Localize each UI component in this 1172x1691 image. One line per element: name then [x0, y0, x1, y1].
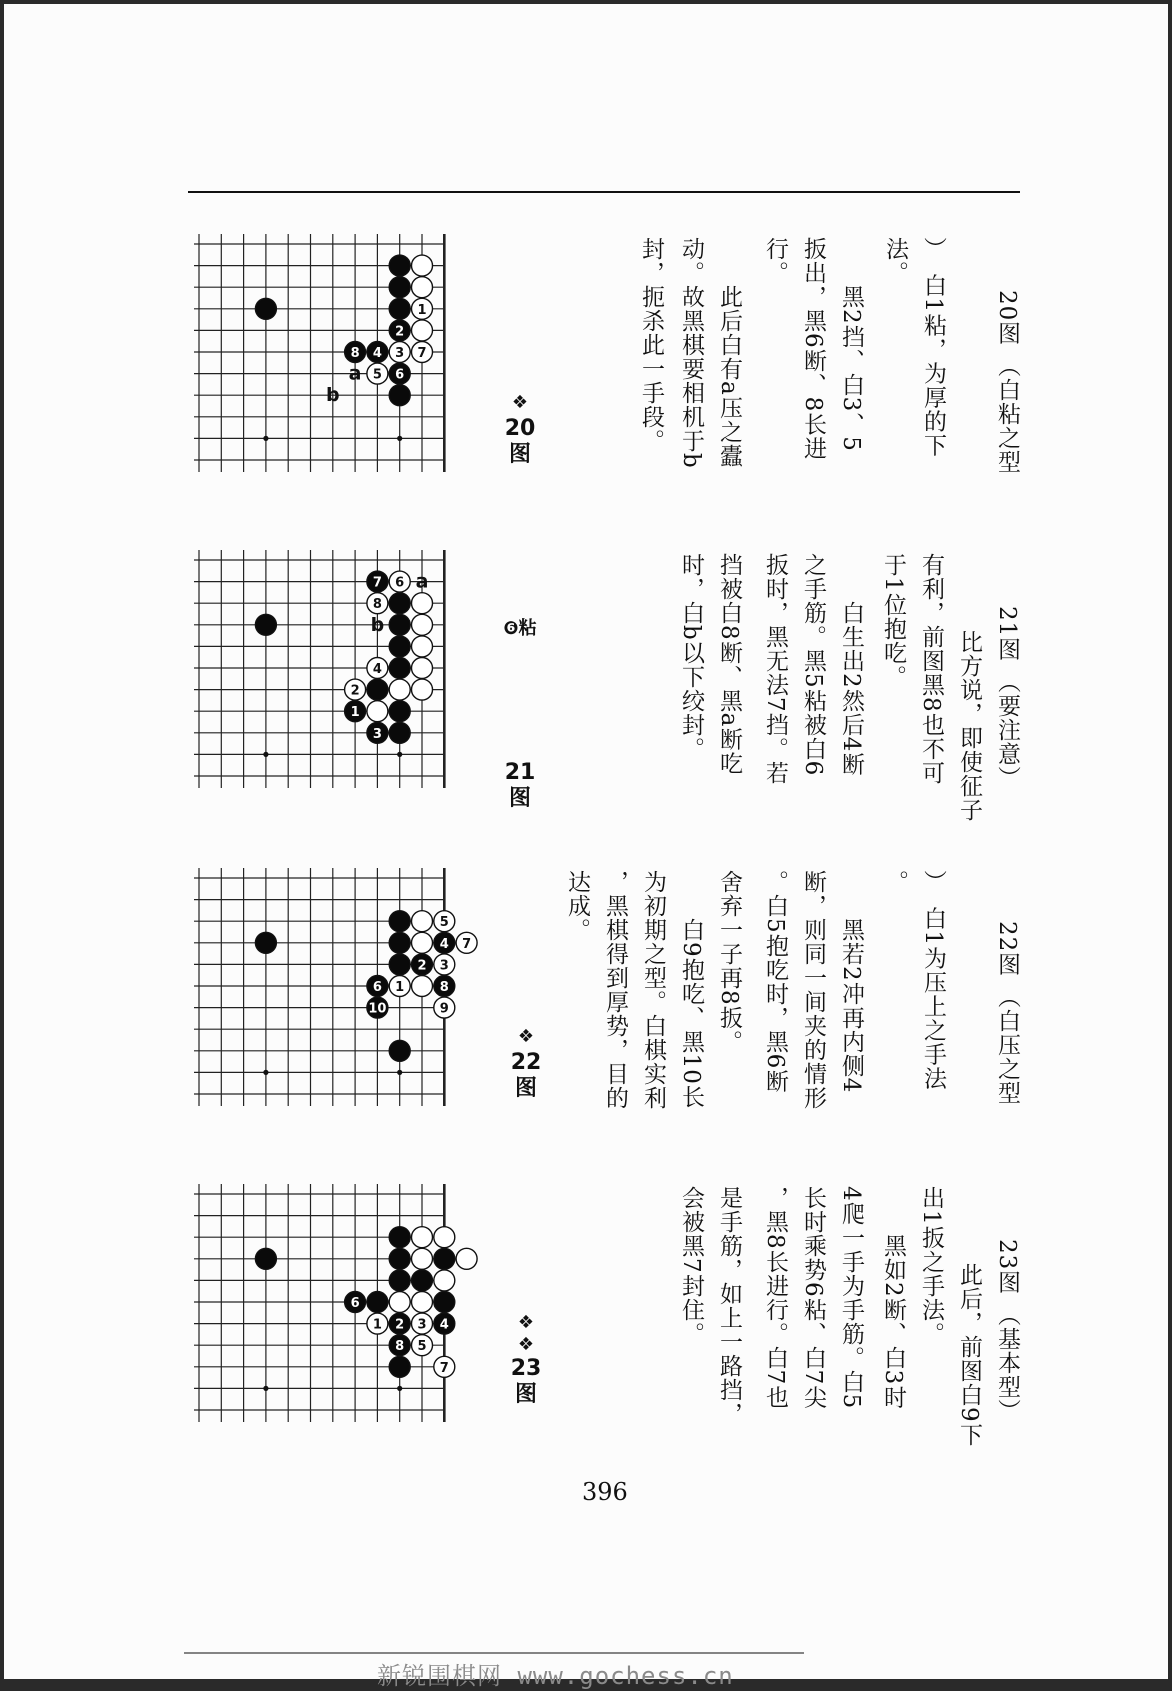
white-stone [367, 363, 388, 384]
white-stone [412, 636, 433, 657]
footer-rule [184, 1652, 804, 1654]
text-column: 会被黑7封住。 [678, 1186, 704, 1346]
white-stone [412, 342, 433, 363]
board-point-label: a [415, 570, 429, 593]
svg-text:7: 7 [439, 1360, 449, 1376]
white-stone [412, 679, 433, 700]
star-point [397, 1070, 402, 1075]
header-rule [188, 191, 1020, 193]
white-stone [412, 1313, 433, 1334]
text-column: 比方说，即使征子 [956, 606, 982, 822]
figure-label-20 [500, 390, 540, 468]
figure-label-21-num [500, 760, 540, 812]
white-stone [412, 1292, 433, 1313]
text-column: 长时乘势6粘、白7尖 [800, 1186, 826, 1410]
svg-text:5: 5 [439, 915, 449, 931]
black-stone [389, 911, 410, 932]
figure-marker: ❻粘 [503, 618, 537, 639]
svg-text:3: 3 [417, 1317, 427, 1333]
text-column: 20图 （白粘之型 [994, 290, 1020, 474]
white-stone [412, 593, 433, 614]
text-column: 白生出2然后4断 [838, 553, 864, 777]
svg-text:6: 6 [372, 980, 382, 995]
text-column: 。 [882, 870, 908, 894]
svg-text:9: 9 [439, 1001, 449, 1017]
black-stone [255, 614, 276, 635]
white-stone [412, 932, 433, 953]
text-column: 法。 [882, 237, 908, 285]
white-stone [434, 1356, 455, 1377]
white-stone [367, 1313, 388, 1334]
svg-text:6: 6 [350, 1296, 360, 1311]
white-stone [434, 1227, 455, 1248]
black-stone [389, 1356, 410, 1377]
text-column: 扳出，黑6断、8长进 [800, 237, 826, 461]
board-point-label: b [325, 384, 340, 407]
text-column: 23图 （基本型） [994, 1239, 1020, 1423]
text-column: 22图 （白压之型 [994, 921, 1020, 1105]
svg-text:2: 2 [395, 1317, 405, 1333]
white-stone [389, 976, 410, 997]
black-stone [389, 298, 410, 319]
black-stone [255, 1248, 276, 1269]
text-column: 之手筋。黑5粘被白6 [800, 553, 826, 777]
black-stone [389, 363, 410, 384]
black-stone [367, 679, 388, 700]
book-page [4, 4, 1168, 1690]
star-point [397, 436, 402, 441]
text-column: 21图 （要注意） [994, 606, 1020, 790]
white-stone [434, 911, 455, 932]
black-stone [367, 571, 388, 592]
black-stone [434, 1248, 455, 1269]
text-column: 扳时，黑无法7挡。若 [762, 553, 788, 785]
star-point [397, 1386, 402, 1391]
figure-caption: 20 图 [504, 416, 536, 467]
white-stone [412, 658, 433, 679]
svg-text:1: 1 [350, 705, 360, 721]
svg-text:5: 5 [417, 1339, 427, 1355]
text-column: 于1位抱吃。 [880, 553, 906, 689]
text-column: 此后，前图白9下 [956, 1239, 982, 1447]
black-stone [389, 320, 410, 341]
figure-marker: ❖ [517, 1026, 535, 1047]
black-stone [389, 636, 410, 657]
text-column: 出1扳之手法。 [918, 1186, 944, 1346]
white-stone [389, 679, 410, 700]
star-point [397, 752, 402, 757]
text-column: 白9抱吃、黑10长 [678, 870, 704, 1109]
go-board-figure-21 [194, 550, 494, 820]
text-column: 挡被白8断、黑a断吃 [716, 553, 742, 776]
black-stone [389, 255, 410, 276]
text-column: 封，扼杀此一手段。 [638, 237, 664, 453]
white-stone [389, 571, 410, 592]
text-column: 时，白b以下绞封。 [678, 553, 704, 761]
black-stone [367, 976, 388, 997]
white-stone [412, 1227, 433, 1248]
text-column: 是手筋，如上一路挡， [716, 1186, 742, 1426]
black-stone [367, 342, 388, 363]
svg-text:2: 2 [395, 324, 405, 340]
svg-text:4: 4 [439, 1317, 449, 1333]
text-column: 黑2挡、白3、5 [838, 237, 864, 452]
svg-text:3: 3 [395, 346, 405, 361]
star-point [263, 1386, 268, 1391]
white-stone [345, 679, 366, 700]
text-column: 断，则同一间夹的情形 [800, 870, 826, 1110]
figure-marker: ❖ ❖ [517, 1312, 535, 1355]
text-column: ） 白1为压上之手法 [920, 870, 946, 1091]
text-column: ，黑8长进行。白7也 [762, 1186, 788, 1410]
black-stone [389, 593, 410, 614]
text-column: 舍弃一子再8扳。 [716, 870, 742, 1054]
svg-text:8: 8 [350, 346, 360, 361]
black-stone [367, 997, 388, 1018]
board-point-label: a [348, 362, 362, 385]
white-stone [412, 614, 433, 635]
svg-text:8: 8 [395, 1339, 405, 1355]
white-stone [434, 1270, 455, 1291]
text-column: 有利，前图黑8也不可 [918, 553, 944, 785]
black-stone [389, 1335, 410, 1356]
go-board-figure-20 [194, 234, 494, 504]
black-stone [389, 722, 410, 743]
figure-caption: 23 图 [510, 1356, 542, 1407]
black-stone [389, 277, 410, 298]
text-column: ，黑棋得到厚势，目的 [602, 870, 628, 1110]
white-stone [367, 701, 388, 722]
figure-label-23 [506, 1312, 546, 1408]
text-column: 动。故黑棋要相机于b [678, 237, 704, 469]
black-stone [389, 1270, 410, 1291]
svg-text:4: 4 [439, 936, 449, 952]
watermark: 新锐围棋网 www.gochess.cn [377, 1662, 734, 1690]
white-stone [412, 1248, 433, 1269]
black-stone [389, 932, 410, 953]
svg-text:8: 8 [439, 980, 449, 995]
svg-text:8: 8 [372, 597, 382, 613]
svg-text:7: 7 [372, 575, 382, 591]
text-column: ） 白1粘，为厚的下 [920, 237, 946, 458]
black-stone [389, 385, 410, 406]
black-stone [412, 954, 433, 975]
svg-text:1: 1 [395, 980, 405, 995]
svg-text:2: 2 [417, 958, 427, 974]
text-column: 此后白有a压之蠹 [716, 237, 742, 468]
svg-text:4: 4 [372, 662, 382, 677]
svg-text:1: 1 [372, 1317, 382, 1333]
figure-label-21 [500, 616, 540, 642]
svg-text:5: 5 [372, 367, 382, 383]
go-board-figure-23 [194, 1184, 494, 1454]
svg-text:3: 3 [372, 726, 382, 742]
black-stone [434, 932, 455, 953]
star-point [263, 436, 268, 441]
black-stone [434, 976, 455, 997]
white-stone [412, 277, 433, 298]
page-number: 396 [582, 1478, 628, 1506]
text-column: 。白5抱吃时，黑6断 [762, 870, 788, 1094]
white-stone [367, 593, 388, 614]
svg-text:1: 1 [417, 302, 427, 318]
black-stone [345, 1292, 366, 1313]
black-stone [255, 298, 276, 319]
white-stone [412, 255, 433, 276]
white-stone [389, 342, 410, 363]
figure-caption: 22 图 [510, 1050, 542, 1101]
board-point-label: b [370, 613, 385, 636]
svg-text:7: 7 [462, 936, 472, 952]
white-stone [434, 954, 455, 975]
figure-label-22 [506, 1024, 546, 1102]
white-stone [456, 1248, 477, 1269]
text-column: 达成。 [564, 870, 590, 942]
black-stone [389, 658, 410, 679]
svg-text:4: 4 [372, 346, 382, 361]
text-column: 黑如2断、白3时 [880, 1186, 906, 1410]
svg-text:7: 7 [417, 346, 427, 361]
text-column: 4爬一手为手筋。白5 [838, 1186, 864, 1410]
black-stone [389, 954, 410, 975]
svg-text:10: 10 [368, 1001, 387, 1017]
white-stone [412, 298, 433, 319]
white-stone [412, 976, 433, 997]
text-column: 黑若2冲再内侧4 [838, 870, 864, 1094]
white-stone [412, 320, 433, 341]
black-stone [389, 1248, 410, 1269]
svg-text:6: 6 [395, 575, 405, 591]
text-column: 行。 [762, 237, 788, 285]
black-stone [255, 932, 276, 953]
figure-marker: ❖ [511, 392, 529, 413]
go-board-figure-22 [194, 868, 494, 1138]
white-stone [434, 997, 455, 1018]
black-stone [367, 1292, 388, 1313]
white-stone [367, 658, 388, 679]
black-stone [367, 722, 388, 743]
white-stone [456, 932, 477, 953]
black-stone [389, 1040, 410, 1061]
black-stone [389, 1227, 410, 1248]
svg-text:6: 6 [395, 367, 405, 383]
black-stone [412, 1270, 433, 1291]
svg-text:2: 2 [350, 683, 360, 699]
black-stone [389, 1313, 410, 1334]
black-stone [345, 701, 366, 722]
black-stone [389, 614, 410, 635]
figure-caption: 21 图 [504, 760, 536, 811]
black-stone [389, 701, 410, 722]
black-stone [434, 1292, 455, 1313]
star-point [263, 1070, 268, 1075]
text-column: 为初期之型。白棋实利 [640, 870, 666, 1110]
white-stone [389, 1292, 410, 1313]
black-stone [345, 342, 366, 363]
svg-text:3: 3 [439, 958, 449, 974]
white-stone [412, 1335, 433, 1356]
star-point [263, 752, 268, 757]
black-stone [434, 1313, 455, 1334]
white-stone [412, 911, 433, 932]
